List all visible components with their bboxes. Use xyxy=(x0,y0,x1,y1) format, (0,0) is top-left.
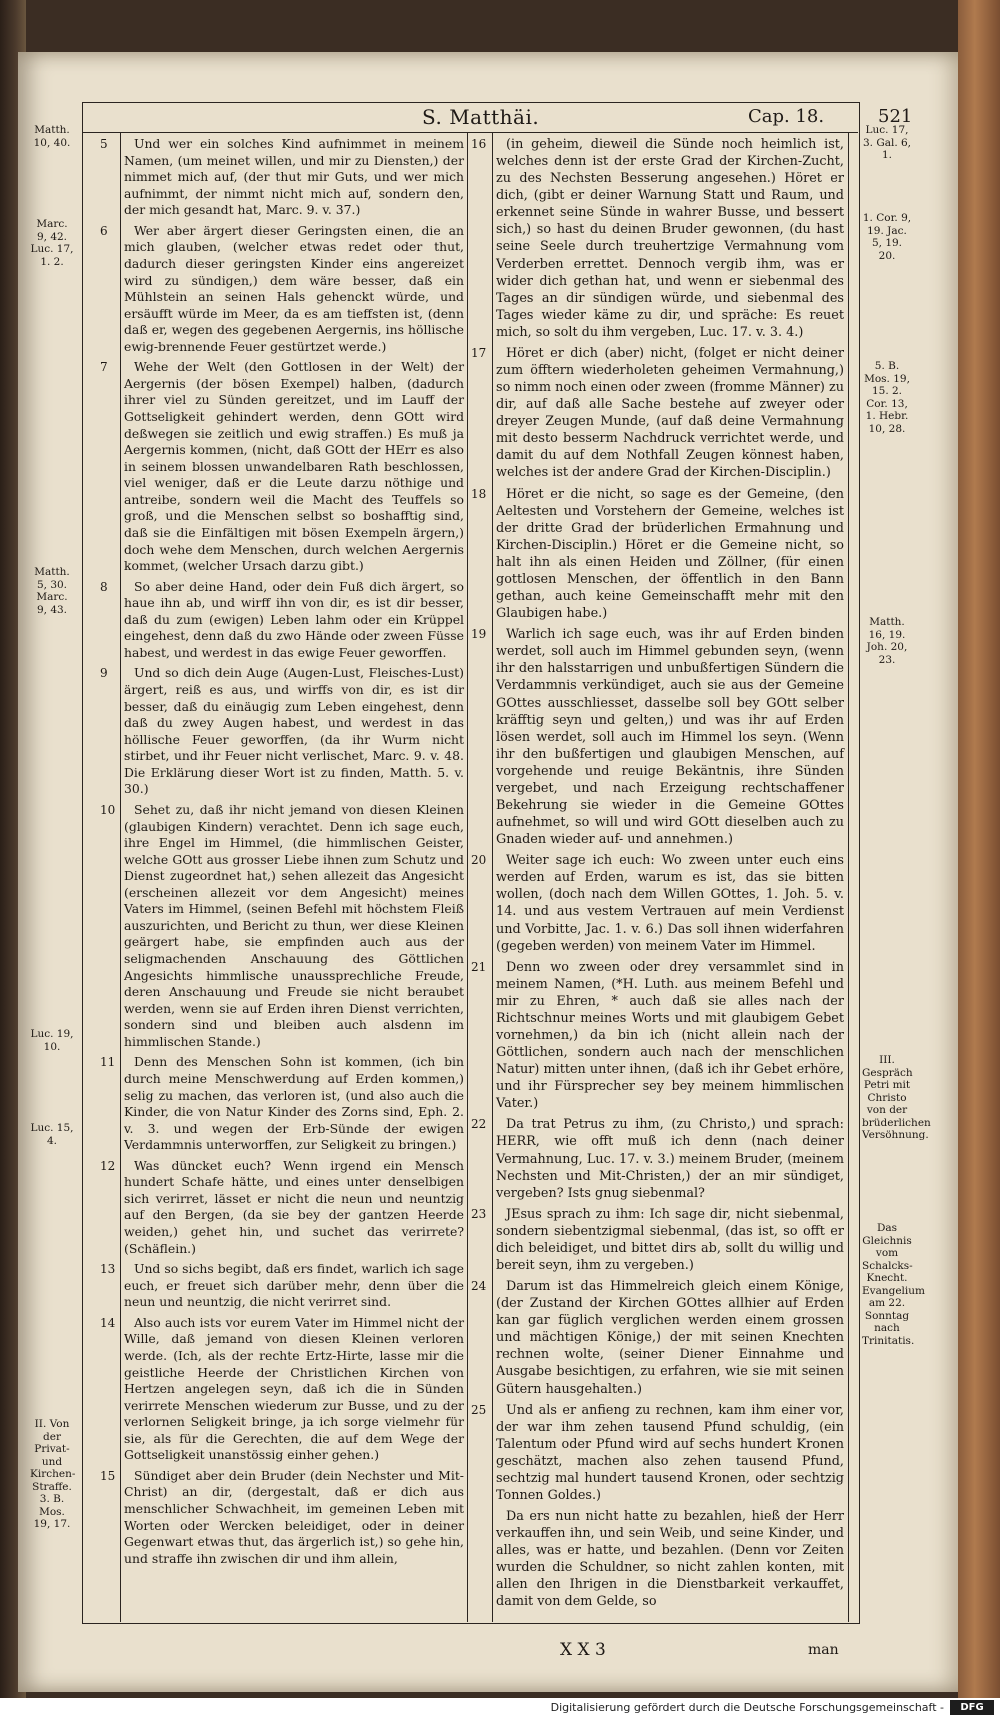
right-note-1: Luc. 17, 3. Gal. 6, 1. xyxy=(862,124,912,161)
right-margin-rule xyxy=(848,132,849,1622)
footer-credit: Digitalisierung gefördert durch die Deutsche Forschungsgemeinschaft - xyxy=(550,1701,944,1714)
left-paragraph: Denn des Menschen Sohn ist kommen, (ich bin durch meine Menschwerdung auf Erden kommen,) selig zu machen, das verloren ist, (und also auch die Kinder, die von Natur Kinder des Zorns sind, Eph. 2. v. 3. und wegen der Erb-Sünde der ewigen Verdammnis unterworffen, zur Seligkeit zu bringen.) xyxy=(124,1054,464,1153)
right-paragraph: Darum ist das Himmelreich gleich einem Könige, (der Zustand der Kirchen GOttes allhier auf Erden kan gar füglich verglichen werden einem grossen und mächtigen Könige,) der mit seinen Knechten rechnen wolte, (seiner Diener Einnahme und Ausgabe besichtigen, zu erfahren, wie sie mit seinen Gütern hausgehalten.) xyxy=(496,1279,844,1397)
right-paragraph: (in geheim, dieweil die Sünde noch heimlich ist, welches denn ist der erste Grad der Kirchen-Zucht, zu des Nechsten Besserung angesehen.) Höret er dich, (gibt er deiner Warnung Statt und Raum, und erkennet seine Sünde in wahrer Busse, und bessert sich,) so hast du deinen Bruder gewonnen, (du hast seine Seele durch treuhertzige Vermahnung vom Verderben errettet. Dennoch vergib ihm, was er wider dich gethan hat, und wenn er siebenmal des Tages an dir sündigen würde, und siebenmal des Tages wieder käme zu dir, und spräche: Es reuet mich, so solt du ihm vergeben, Luc. 17. v. 3. 4.) xyxy=(496,137,844,340)
verse-number: 25 xyxy=(471,1403,487,1417)
verse-number: 10 xyxy=(100,803,116,817)
verse-number: 11 xyxy=(100,1055,116,1069)
left-paragraph: Sehet zu, daß ihr nicht jemand von diesen Kleinen (glaubigen Kindern) verachtet. Denn ich sage euch, ihre Engel im Himmel, (die himmlischen Geister, welche GOtt aus grosser Liebe ihnen zum Schutz und Dienst zugeordnet hat,) sehen allezeit das Angesicht (erscheinen allezeit vor dem Angesicht) meines Vaters im Himmel, (seinen Befehl mit höchstem Fleiß auszurichten, und Bericht zu thun, wer diese Kleinen geärgert habe, sie empfinden auch aus der seligmachenden Anschauung des Göttlichen Angesichts himmlische unaussprechliche Freude, deren Anschauung und Freude sie nicht beraubet werden, wenn sie auf Erden ihren Dienst verrichten, sondern sind und bleiben auch alsdenn im himmlischen Stande.) xyxy=(124,801,464,1049)
verse-number: 21 xyxy=(471,960,487,974)
left-paragraph: Wer aber ärgert dieser Geringsten einen, die an mich glauben, (welcher etwas redet oder thut, dadurch dieser geringsten Kinder eins angereizet wird zu sündigen,) dem wäre besser, daß ein Mühlstein an seinen Hals gehenckt würde, und ersäufft würde im Meer, da es am tieffsten ist, (denn daß er, wegen des gegebenen Aergernis, ins höllische ewig-brennende Feuer gestürtzet werde.) xyxy=(124,222,464,354)
right-paragraph: Höret er dich (aber) nicht, (folget er nicht deiner zum öfftern wiederholeten geheimen Vermahnung,) so nimm noch einen oder zween (fromme Männer) zu dir, auf daß alle Sache bestehe auf zweyer oder dreyer Zeugen Munde, (auf daß deine Vermahnung mit desto besserm Nachdruck verrichtet werde, und damit du auf dem Nothfall Zeugen könnest haben, welches ist der andere Grad der Kirchen-Disciplin.) xyxy=(496,345,844,481)
right-paragraph: Denn wo zween oder drey versammlet sind in meinem Namen, (*H. Luth. aus meinem Befehl und mir zu Ehren, * auch daß sie alles nach der Richtschnur meines Worts und mit glaubigem Gebet vornehmen,) da bin ich (nicht allein nach der Göttlichen, sondern auch nach der menschlichen Natur) mitten unter ihnen, (daß ich ihr Gebet erhöre, und ihr Fürsprecher sey bey meinem himmlischen Vater.) xyxy=(496,959,844,1112)
book-title: S. Matthäi. xyxy=(422,105,540,129)
left-paragraph: Was düncket euch? Wenn irgend ein Mensch hundert Schafe hätte, und eines unter denselbigen sich verirret, lässet er nicht die neun und neuntzig auf den Bergen, (da sie bey der gantzen Heerde weiden,) gehet hin, und suchet das verirrete? (Schäflein.) xyxy=(124,1157,464,1256)
left-note-3: Matth. 5, 30. Marc. 9, 43. xyxy=(34,566,70,616)
verse-number: 9 xyxy=(100,666,108,680)
verse-number: 16 xyxy=(471,137,487,151)
right-text-column xyxy=(496,136,844,1615)
left-text-column xyxy=(124,136,464,1571)
right-paragraph: Und als er anfieng zu rechnen, kam ihm einer vor, der war ihm zehen tausend Pfund schuldig, (ein Talentum oder Pfund wird auf sechs hundert Kronen geschätzt, machen also zehen tausend Pfund, sechtzig mal hundert tausend Kronen, oder sechtzig Tonnen Goldes.) xyxy=(496,1402,844,1504)
verse-number: 22 xyxy=(471,1117,487,1131)
right-paragraph: Weiter sage ich euch: Wo zween unter euch eins werden auf Erden, warum es ist, das sie bitten wollen, (doch nach dem Willen GOttes, 1. Joh. 5. v. 14. und aus vestem Vertrauen auf mein Verdienst und Vorbitte, Jac. 1. v. 6.) Das soll ihnen widerfahren (gegeben werden) von meinem Vater im Himmel. xyxy=(496,853,844,954)
left-paragraph: Und wer ein solches Kind aufnimmet in meinem Namen, (um meinet willen, und mir zu Diensten,) der nimmet mich auf, (der thut mir Guts, und wer mich aufnimmt, der nimmt nicht mich auf, sondern den, der mich gesandt hat, Marc. 9. v. 37.) xyxy=(124,136,464,218)
left-paragraph: Sündiget aber dein Bruder (dein Nechster und Mit-Christ) an dir, (dergestalt, daß er dich aus menschlicher Schwachheit, im gemeinen Leben mit Worten oder Wercken beleidiget, oder in deiner Gegenwart etwas thut, das ärgerlich ist,) so gehe hin, und straffe ihn zwischen dir und ihm allein, xyxy=(124,1467,464,1566)
verse-number: 8 xyxy=(100,580,108,594)
page-edge xyxy=(958,0,1000,1718)
digitization-footer xyxy=(0,1698,1000,1718)
verse-number: 12 xyxy=(100,1159,116,1173)
verse-number: 24 xyxy=(471,1279,487,1293)
right-paragraph: Warlich ich sage euch, was ihr auf Erden binden werdet, soll auch im Himmel gebunden seyn, (wenn ihr den halsstarrigen und unbußfertigen Sündern die Verdammnis verkündiget, auch sie aus der Gemeine GOttes ausschliesset, dasselbe soll bey GOtt selber kräfftig seyn und gelten,) und was ihr auf Erden lösen werdet, soll auch im Himmel los seyn. (Wenn ihr den bußfertigen und glaubigen Menschen, auf vorgehende und reuige Bekäntnis, ihre Sünden vergebet, und nach Erzeigung rechtschaffener Bekehrung sie wieder in die Gemeine GOttes aufnehmet, so will und wird GOtt dieselben auch zu Gnaden wieder auf- und annehmen.) xyxy=(496,627,844,848)
left-note-5: Luc. 15, 4. xyxy=(30,1122,74,1147)
right-note-4: Matth. 16, 19. Joh. 20, 23. xyxy=(866,616,908,666)
verse-number: 23 xyxy=(471,1207,487,1221)
right-note-3: 5. B. Mos. 19, 15. 2. Cor. 13, 1. Hebr. 10, 28. xyxy=(864,360,910,435)
catchword: man xyxy=(808,1642,839,1658)
verse-number: 17 xyxy=(471,346,487,360)
running-head xyxy=(82,104,858,133)
left-note-1: Matth. 10, 40. xyxy=(33,124,71,149)
right-paragraph: JEsus sprach zu ihm: Ich sage dir, nicht siebenmal, sondern siebentzigmal siebenmal, (das ist, so offt er dich beleidiget, und bittet dirs ab, sollt du willig und bereit seyn, ihm zu vergeben.) xyxy=(496,1206,844,1273)
right-note-2: 1. Cor. 9, 19. Jac. 5, 19. 20. xyxy=(862,212,912,262)
left-note-4: Luc. 19, 10. xyxy=(30,1028,74,1053)
signature-mark: X X 3 xyxy=(560,1640,606,1660)
left-note-2: Marc. 9, 42. Luc. 17, 1. 2. xyxy=(30,218,74,268)
left-paragraph: Also auch ists vor eurem Vater im Himmel nicht der Wille, daß jemand von diesen Kleinen verloren werde. (Ich, als der rechte Ertz-Hirte, lasse mir die geistliche Heerde der Christlichen Kirchen von Hertzen angelegen seyn, daß ich die in Sünden verirrete Menschen wiederum zur Busse, und zu der verlornen Seligkeit bringe, ja ich sorge vielmehr für sie, als für die Gerechten, die auf dem Wege der Gottseligkeit unanstössig einher gehen.) xyxy=(124,1314,464,1463)
verse-number: 15 xyxy=(100,1469,116,1483)
verse-number: 13 xyxy=(100,1262,116,1276)
right-paragraph: Da ers nun nicht hatte zu bezahlen, hieß der Herr verkauffen ihn, und sein Weib, und seine Kinder, und alles, was er hatte, und bezahlen. (Denn vor Zeiten wurden die Schuldner, so nicht zahlen konten, mit allen den Ihrigen in die Dienstbarkeit verkauffet, damit von dem Gelde, so xyxy=(496,1509,844,1610)
verse-number: 14 xyxy=(100,1316,116,1330)
left-paragraph: Wehe der Welt (den Gottlosen in der Welt) der Aergernis (der bösen Exempel) halben, (dadurch ihrer viel zu Sünden gereitzet, und im Lauff der Gottseligkeit gehindert werden, denn GOtt wird deßwegen sie zeitlich und ewig straffen.) Es muß ja Aergernis kommen, (nicht, daß GOtt der HErr es also in seinem blossen unwandelbaren Rath beschlossen, viel weniger, daß er die Leute darzu nöthige und antreibe, sondern weil die Macht des Teuffels so groß, und die Menschen selbst so boshafftig sind, daß sie die Einfältigen mit bösen Exempeln ärgern,) doch wehe dem Menschen, durch welchen Aergernis kommet, (welcher Ursach darzu gibt.) xyxy=(124,359,464,574)
page-number: 521 xyxy=(878,106,913,127)
left-note-6: II. Von der Privat- und Kirchen-Straffe. 3. B. Mos. 19, 17. xyxy=(30,1418,76,1530)
verse-number: 18 xyxy=(471,487,487,501)
left-paragraph: So aber deine Hand, oder dein Fuß dich ärgert, so haue ihn ab, und wirff ihn von dir, es ist dir besser, daß du zum (ewigen) Leben lahm oder ein Krüppel eingehest, denn daß du zwo Hände oder zween Füsse habest, und werdest in das ewige Feuer geworffen. xyxy=(124,578,464,660)
center-rule-left xyxy=(467,132,468,1622)
verse-number: 7 xyxy=(100,360,108,374)
right-paragraph: Höret er die nicht, so sage es der Gemeine, (den Aeltesten und Vorstehern der Gemeine, welches ist der dritte Grad der brüderlichen Ermahnung und Kirchen-Disciplin.) Höret er die Gemeine nicht, so halt ihn als einen Heiden und Zöllner, (für einen gottlosen Menschen, der öffentlich in den Bann gethan, auch keine Gemeinschafft mehr mit den Glaubigen habe.) xyxy=(496,486,844,622)
verse-number: 6 xyxy=(100,224,108,238)
dfg-logo: DFG xyxy=(950,1700,994,1715)
center-rule-right xyxy=(492,132,493,1622)
chapter-label: Cap. 18. xyxy=(748,106,825,127)
right-note-6: Das Gleichnis vom Schalcks-Knecht. Evangelium am 22. Sonntag nach Trinitatis. xyxy=(862,1222,925,1347)
left-paragraph: Und so sichs begibt, daß ers findet, warlich ich sage euch, er freuet sich darüber mehr, denn über die neun und neuntzig, die nicht verirret sind. xyxy=(124,1261,464,1310)
left-paragraph: Und so dich dein Auge (Augen-Lust, Fleisches-Lust) ärgert, reiß es aus, und wirffs von dir, es ist dir besser, daß du einäugig zum Leben eingehest, denn daß du zwey Augen habest, und werdest in das höllische Feuer geworffen, (da ihr Wurm nicht stirbet, und ihr Feuer nicht verlischet, Marc. 9. v. 48. Die Erklärung dieser Wort ist zu finden, Matth. 5. v. 30.) xyxy=(124,665,464,797)
verse-number: 19 xyxy=(471,627,487,641)
verse-number: 20 xyxy=(471,853,487,867)
verse-number: 5 xyxy=(100,137,108,151)
left-margin-rule xyxy=(120,132,121,1622)
right-note-5: III. Gespräch Petri mit Christo von der brüderlichen Versöhnung. xyxy=(862,1054,931,1141)
right-paragraph: Da trat Petrus zu ihm, (zu Christo,) und sprach: HERR, wie offt muß ich denn (nach deiner Vermahnung, Luc. 17. v. 3.) meinem Bruder, (meinem Nechsten und Mit-Christen,) der an mir sündiget, vergeben? Ists gnug siebenmal? xyxy=(496,1117,844,1201)
